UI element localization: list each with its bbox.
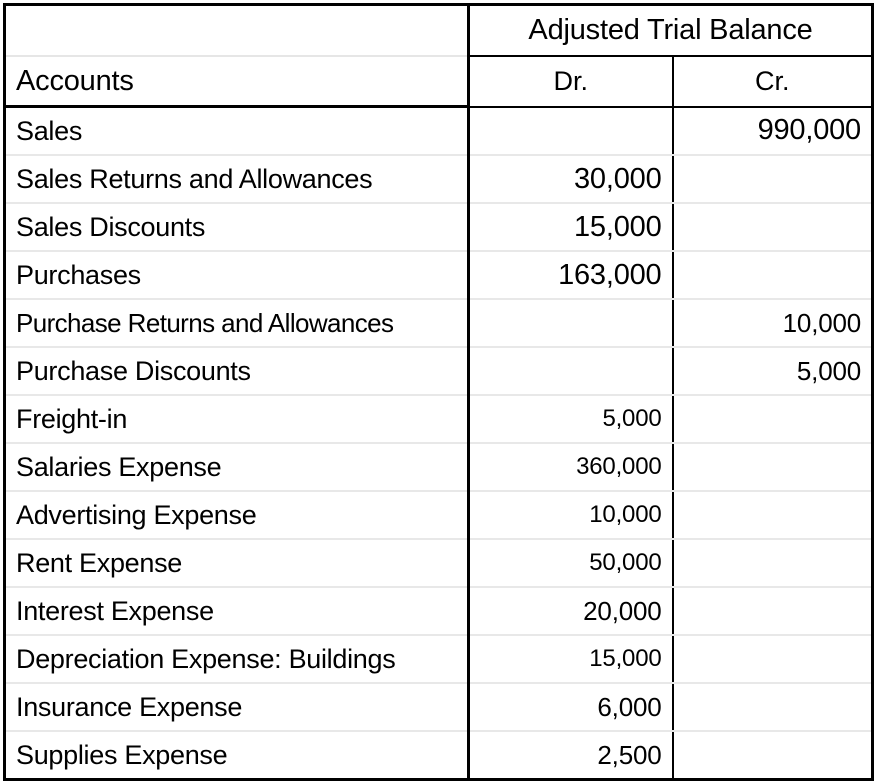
trial-balance-sheet (0, 3, 878, 770)
debit-amount-value: 360,000 (576, 453, 662, 480)
column-group-header-adjusted-trial-balance: Adjusted Trial Balance (469, 5, 873, 57)
credit-amount-value: 10,000 (782, 307, 861, 338)
debit-amount-value: 15,000 (589, 645, 662, 672)
account-name-cell: Sales Returns and Allowances (5, 155, 469, 203)
account-name-cell: Salaries Expense (5, 443, 469, 491)
table-row (5, 731, 873, 780)
credit-amount-cell (673, 251, 873, 299)
credit-amount-cell (673, 491, 873, 539)
table-row (5, 683, 873, 731)
debit-amount-value: 10,000 (589, 501, 662, 528)
account-name-cell: Insurance Expense (5, 683, 469, 731)
credit-amount-cell (673, 731, 873, 780)
account-name-cell: Supplies Expense (5, 731, 469, 780)
debit-amount-cell (469, 635, 673, 683)
adjusted-trial-balance-table (3, 3, 874, 781)
table-row (5, 587, 873, 635)
credit-amount-cell (673, 203, 873, 251)
credit-amount-cell (673, 299, 873, 347)
debit-amount-value: 50,000 (589, 549, 662, 576)
debit-amount-value: 30,000 (574, 162, 662, 195)
credit-amount-cell (673, 539, 873, 587)
account-name-cell: Purchase Discounts (5, 347, 469, 395)
table-row (5, 155, 873, 203)
account-name-cell: Freight-in (5, 395, 469, 443)
table-row (5, 299, 873, 347)
account-name-cell: Advertising Expense (5, 491, 469, 539)
column-header-accounts: Accounts (5, 56, 469, 107)
table-body (5, 107, 873, 780)
account-name-cell: Interest Expense (5, 587, 469, 635)
debit-amount-cell (469, 155, 673, 203)
table-header (5, 5, 873, 107)
account-name-cell: Sales Discounts (5, 203, 469, 251)
table-row (5, 107, 873, 156)
account-name-cell: Purchase Returns and Allowances (5, 299, 469, 347)
credit-amount-cell (673, 683, 873, 731)
debit-amount-value: 163,000 (558, 258, 662, 291)
debit-amount-value: 6,000 (597, 691, 662, 722)
debit-amount-value: 5,000 (602, 405, 662, 432)
debit-amount-cell (469, 107, 673, 156)
debit-amount-cell (469, 251, 673, 299)
table-row (5, 539, 873, 587)
debit-amount-value: 2,500 (597, 739, 662, 770)
debit-amount-cell (469, 539, 673, 587)
debit-amount-cell (469, 683, 673, 731)
account-name-cell: Purchases (5, 251, 469, 299)
table-row (5, 347, 873, 395)
table-row (5, 491, 873, 539)
credit-amount-cell (673, 635, 873, 683)
debit-amount-cell (469, 443, 673, 491)
table-row (5, 395, 873, 443)
credit-amount-cell (673, 107, 873, 156)
account-name-cell: Sales (5, 107, 469, 156)
debit-amount-cell (469, 299, 673, 347)
debit-amount-value: 15,000 (574, 210, 662, 243)
table-row (5, 635, 873, 683)
credit-amount-cell (673, 443, 873, 491)
debit-amount-cell (469, 491, 673, 539)
credit-amount-value: 5,000 (796, 355, 861, 386)
table-row (5, 251, 873, 299)
column-header-credit: Cr. (673, 56, 873, 107)
debit-amount-cell (469, 203, 673, 251)
credit-amount-cell (673, 587, 873, 635)
credit-amount-cell (673, 347, 873, 395)
debit-amount-cell (469, 731, 673, 780)
table-row (5, 203, 873, 251)
debit-amount-cell (469, 347, 673, 395)
debit-amount-cell (469, 395, 673, 443)
credit-amount-value: 990,000 (757, 114, 861, 147)
header-corner-blank (5, 5, 469, 57)
credit-amount-cell (673, 395, 873, 443)
table-row (5, 443, 873, 491)
account-name-cell: Rent Expense (5, 539, 469, 587)
header-row-group (5, 5, 873, 57)
credit-amount-cell (673, 155, 873, 203)
column-header-debit: Dr. (469, 56, 673, 107)
account-name-cell: Depreciation Expense: Buildings (5, 635, 469, 683)
header-row-columns (5, 56, 873, 107)
debit-amount-cell (469, 587, 673, 635)
debit-amount-value: 20,000 (583, 595, 662, 626)
